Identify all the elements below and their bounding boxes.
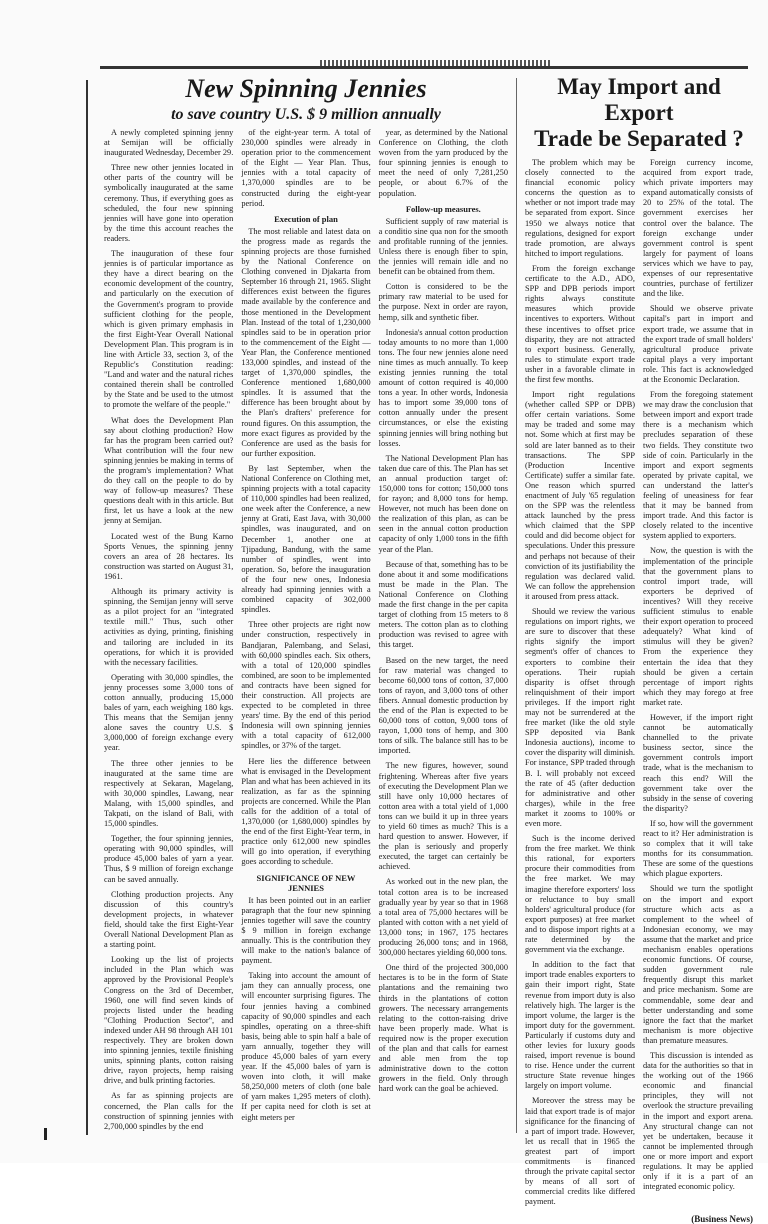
paragraph: Although its primary activity is spinning, the Semijan jenny will serve as a pilot project for an "integrated textile mill." Thus, such other activities as dying, printing, finishing and tailoring are included in its operations, for which it is provided with the necessary facilities. xyxy=(104,587,234,667)
paragraph: It has been pointed out in an earlier paragraph that the four new spinning jennies together will save the country $ 9 million in foreign exchange annually. This is the contribution they will make to the nation's balance of payment. xyxy=(241,895,371,966)
section-heading: SIGNIFICANCE OF NEW JENNIES xyxy=(256,872,356,893)
paragraph: Three new other jennies located in other parts of the country will be symbolically inaugurated at the same ceremony. Thus, if everything goes as scheduled, the four new spinning jennies will have gone into operation by the time this account reaches the readers. xyxy=(104,163,234,243)
paragraph: Together, the four spinning jennies, operating with 90,000 spindles, will produce 45,000 bales of yarn a year. Thus, $ 9 million of foreign exchange can be saved annually. xyxy=(104,834,234,884)
paragraph: What does the Development Plan say about clothing production? How far has the program been carried out? What contribution will the four new spinning jennies be making in terms of the program's implementation? What do they call on the people to do by way of follow-up measures? These questions dealt with in this article. But first, let us have a look at the new jenny at Semijan. xyxy=(104,415,234,526)
paragraph: The inauguration of these four jennies is of particular importance as they have a direct bearing on the economic development of the country, and particularly on the execution of the Government's program to provide sufficient clothing for the people, which is given primary emphasis in the first Eight-Year Overall National Development Plan. This program is in line with Article 33, section 3, of the Republic's Constitution reading: "Land and water and the natural riches contained therein shall be controlled by the State and be used to the utmost to promote the welfare of the people." xyxy=(104,249,234,410)
paragraph: By last September, when the National Conference on Clothing met, spinning projects with a total capacity of 110,000 spindles had been realized, one week after the Conference, a new jenny at Grati, East Java, with 30,000 spindles, was inaugurated, and on December 1, another one at Tjipadung, Bandung, with the same number of spindles, went into operation. So, before the inauguration of the four new ones, Indonesia already had spinning jennies with a combined capacity of 302,000 spindles. xyxy=(241,463,371,615)
paragraph: Located west of the Bung Karno Sports Venues, the spinning jenny covers an area of 28 hectares. Its construction was started on August 31, 1961. xyxy=(104,531,234,581)
paragraph: Now, the question is with the implementation of the principle that the government plans to control import trade, will exporters be deprived of incentives? Will they receive sufficient stimulus to enable their export operation to proceed adequately? What kind of stimulus will they be given? From the experience they entertain the idea that they should be given a certain percentage of import rights which they may forego at free market rate. xyxy=(643,546,753,707)
paragraph: Should we observe private capital's part in import and export trade, we assume that in the export trade of small holders' agricultural produce private capital plays a very important role. This fact is acknowledged at the Economic Declaration. xyxy=(643,304,753,384)
paragraph: If so, how will the government react to it? Her administration is so complex that it will take months for its consummation. These are some of the questions which plague exporters. xyxy=(643,818,753,879)
article-columns xyxy=(104,128,508,1137)
paragraph: From the foregoing statement we may draw the conclusion that between import and export trade there is a mechanism which precludes separation of these two fields. They constitute two side of coin. Particularly in the import and export segments operated by private capital, we can understand the latter's feeling of uneasiness for fear that it may be banned from import trade. And this factor is closely related to the incentive system applied to exporters. xyxy=(643,390,753,541)
paragraph: Looking up the list of projects included in the Plan which was approved by the Provisional People's Congress on the 3rd of December, 1960, one will find seven kinds of projects listed under the heading "Clothing Production Sector", and indexed under AH 98 through AH 101 respectively. They are broken down into spinning jennies, textile finishing units, spinning plants, cotton raising drive, rayon projects, hemp raising drive, and bulk printing factories. xyxy=(104,955,234,1086)
source-credit: (Business News) xyxy=(691,1214,753,1224)
paragraph: Such is the income derived from the free market. We think this rational, for exporters procure their commodities from the free market. We may imagine therefore exporters' loss or reluctance to buy small holders' agricultural produce (for export purposes) at free market and to dispose import rights at a rate determined by the government via the exchange. xyxy=(525,834,635,955)
paragraph: Because of that, something has to be done about it and some modifications must be made in the Plan. The National Conference on Clothing made the first change in the per capita target of clothing from 15 meters to 8 meters. The cotton plan as to clothing production was revised to agree with this target. xyxy=(378,559,508,650)
paragraph: Should we turn the spotlight on the import and export structure which acts as a complement to the wheel of Indonesian economy, we may assume that the market and price mechanism enables operations economic functions. Of course, sudden government rule frequently disrupt this market and price mechanism. Some are commendable, some dear and better understanding and some ignore the fact that the market mechanism is more objective than premature measures. xyxy=(643,884,753,1045)
paragraph: As worked out in the new plan, the total cotton area is to be increased gradually year by year so that in 1968 a total area of 75,000 hectares will be planted with cotton with a net yield of 13,000 tons; in 1967, 175 hectares producing 26,000 tons; and in 1968, 300,000 hectares yielding 60,000 tons. xyxy=(378,877,508,958)
column-2 xyxy=(241,128,370,1137)
paragraph: The three other jennies to be inaugurated at the same time are respectively at Sekaran, Magelang, with 30,000 spindles, Lawang, near Malang, with 15,000 spindles, and Takpati, on the island of Bali, with 15,000 spindles. xyxy=(104,758,234,829)
column-3 xyxy=(379,128,508,1137)
paragraph: A newly completed spinning jenny at Semijan will be officially inaugurated Wednesday, December 29. xyxy=(104,128,234,158)
paragraph: Based on the new target, the need for raw material was changed to become 60,000 tons of cotton, 37,000 tons of rayon, and 3,000 tons of other fibers. Annual domestic production by the end of the Plan is expected to be 60,000 tons of cotton, 9,000 tons of rayon, 1,000 tons of hemp, and 300 tons of silk. The balance still has to be imported. xyxy=(378,655,508,756)
paragraph: Cotton is considered to be the primary raw material to be used for the purpose. Next in order are rayon, hemp, silk and synthetic fiber. xyxy=(378,282,508,322)
paragraph: As far as spinning projects are concerned, the Plan calls for the construction of spinning jennies with 2,700,000 spindles by the end xyxy=(104,1091,234,1131)
headline-import-export-line2: Trade be Separated ? xyxy=(534,126,744,151)
paragraph: Clothing production projects. Any discussion of this country's development projects, in whatever field, should take the first Eight-Year Overall National Development Plan as a starting point. xyxy=(104,889,234,950)
article-import-export xyxy=(525,74,753,1224)
paragraph: Sufficient supply of raw material is a conditio sine qua non for the smooth and profitable running of the jennies. Unless there is enough fiber to spin, the jennies will remain idle and no benefit can be obtained from them. xyxy=(378,216,508,277)
paragraph: of the eight-year term. A total of 230,000 spindles were already in operation prior to the commencement of the Eight — Year Plan. Thus, jennies with a total capacity of 1,370,000 spindles are to be constructed during the eight-year period. xyxy=(241,128,371,208)
paragraph: However, if the import right cannot be automatically channelled to the private business sector, since the government controls import trade, what is the mechanism to reach this end? Will the government take over the subsidy in the sense of covering the disparity? xyxy=(643,712,753,813)
paragraph: The most reliable and latest data on the progress made as regards the spinning projects are those furnished by the National Conference on Clothing convened in Djakarta from September 16 through 21, 1965. Slight differences exist between the figures made available by the conference and those mentioned in the Development Plan. Instead of the total of 1,230,000 spindles said to be in operation prior to the commencement of the Eight — Year Plan, the Conference mentioned 133,000 spindles, and instead of the target of 1,370,000 spindles, the Conference mentioned 1,680,000 spindles. It is assumed that the difference has been brought about by the Plan's drafters' preference for round figures. On this assumption, the more exact figures as provided by the Conference are used as the basis for our further exposition. xyxy=(241,226,371,458)
page-marker xyxy=(44,1128,47,1140)
column-1 xyxy=(525,158,635,1212)
article-spinning-jennies xyxy=(104,74,508,1144)
section-heading: Execution of plan xyxy=(274,213,338,224)
paragraph: Three other projects are right now under construction, respectively in Bandjaran, Palembang, and Selasi, with 60,000 spindles each. Six others, with a total of 120,000 spindles combined, are soon to be implemented and contracts have been signed for their construction. All projects are expected to be completed in three years' time. By the end of this period Indonesia will own spinning jennies with a total capacity of 612,000 spindles, or 37% of the target. xyxy=(241,620,371,751)
paragraph: The National Development Plan has taken due care of this. The Plan has set an annual production target of: 150,000 tons for cotton; 150,000 tons for rayon; and 8,000 tons for hemp. However, not much has been done on the realization of this plan, as can be seen in the annual cotton production capacity of only 1,000 tons in the fifth year of the Plan. xyxy=(378,453,508,554)
paragraph: This discussion is intended as data for the authorities so that in the working out of the 1966 economic and financial principles, they will not overlook the structure prevailing in the import and export arena. Any structural change can not yet be undertaken, because it cannot be implemented through one or more import and export regulations. It may be applied only if it is a part of an integrated economic policy. xyxy=(643,1050,753,1192)
column-1 xyxy=(104,128,233,1137)
column-divider xyxy=(516,78,517,1133)
article-columns xyxy=(525,158,753,1212)
paragraph: Here lies the difference between what is envisaged in the Development Plan and what has been achieved in its realization, as far as the spinning projects are concerned. While the Plan calls for the addition of a total of 1,370,000 (or 1,680,000) spindles by the end of the first Eight-Year term, in practice only 612,000 new spindles will go into operation, if everything goes according to schedule. xyxy=(241,756,371,867)
subhead-spinning-jennies: to save country U.S. $ 9 million annually xyxy=(171,106,441,123)
paragraph: Operating with 30,000 spindles, the jenny processes some 3,000 tons of cotton annually, producing 15,000 bales of yarn, each weighing 180 kgs. This means that the Semijan jenny alone saves the country U.S. $ 3,000,000 of foreign exchange every year. xyxy=(104,672,234,753)
paragraph: From the foreign exchange certificate to the A.D., ADO, SPP and DPB periods import rights always constitute measures which provide incentives to exporters. Without these incentives to offset price disparity, they are not attracted to export business. Generally, rules to stimulate export trade usher in a favorable climate in the first few months. xyxy=(525,263,635,384)
section-heading: Follow-up measures. xyxy=(405,203,481,214)
headline-spinning-jennies: New Spinning Jennies xyxy=(185,74,427,103)
paragraph: The new figures, however, sound frightening. Whereas after five years of executing the Development Plan we still have only 10,000 hectares of cotton area with a total yield of 1,000 tons can we build it up in three years to yield 60 times as much? This is a hard question to answer. However, if the plan is seriously and properly executed, the target can certainly be achieved. xyxy=(378,761,508,872)
paragraph: Foreign currency income, acquired from export trade, which private importers may expand automatically consists of 20 to 25% of the total. The government exercises her control over the balance. The foreign exchange under government control is spent largely for payment of loans services which we have to pay, expenses of our representative countries, purchase of fertilizer and the like. xyxy=(643,158,753,299)
paragraph: One third of the projected 300,000 hectares is to be in the form of State plantations and the remaining two thirds in the plantations of cotton growers. The necessary arrangements relating to the cotton-raising drive have been properly made. What is required now is the proper execution of the plan and that calls for earnest and able men from the top administrative down to the cotton growers in the field. Only through hard work can the goal be achieved. xyxy=(378,963,508,1094)
left-margin-rule xyxy=(86,80,88,1135)
paragraph: In addition to the fact that import trade enables exporters to gain their import right, State revenue from import duty is also relatively high. The larger is the import volume, the larger is the import duty for the government. Particularly if customs duty and other levies for luxury goods raised, import revenue is bound to rise. Hence under the current structure State revenue hinges largely on import volume. xyxy=(525,960,635,1091)
headline-import-export-line1: May Import and Export xyxy=(557,74,721,125)
paragraph: year, as determined by the National Conference on Clothing, the cloth woven from the yarn produced by the four spinning jennies is enough to meet the need of only 7,281,250 people, or about 6.7% of the population. xyxy=(378,128,508,198)
paragraph: Indonesia's annual cotton production today amounts to no more than 1,000 tons. The four new jennies alone need nine times as much annually. To keep existing jennies running the total amount of cotton required is 40,000 tons a year. In other words, Indonesia has to import some 39,000 tons of cotton annually under the present circumstances, or else the existing spinning jennies will bring nothing but losses. xyxy=(378,327,508,448)
paragraph: Moreover the stress may be laid that export trade is of major significance for the financing of a part of import trade. However, let us recall that in 1965 the greatest part of import commitments is financed through the private capital sector by means of all sort of commercial credits like differed payment. xyxy=(525,1096,635,1207)
paragraph: Taking into account the amount of jam they can annually process, one will encounter surprising figures. The four jennies having a combined capacity of 90,000 spindles and each spindles, operating on a three-shift basis, being able to spin half a bale of yarn annually, together they will produce 45,000 bales of yarn every year. If the 45,000 bales of yarn is woven into cloth, it will make 58,250,000 meters of cloth (one bale of yarn makes 1,295 meters of cloth). If per capita need for cloth is set at eight meters per xyxy=(241,971,371,1122)
paragraph: Should we review the various regulations on import rights, we are sure to discover that these rights signify the import segment's offer of chances to exporters to combine their operations. Their rupiah disparity is offset through relinquishment of their import privileges. If the import right may not be surrendered at the free market (like the old style SPP deposited via Bank Indonesia auctions), income to cover the disparity will diminish. For instance, SPP traded through B. I. will probably not exceed the rate of 45 (after deduction for administrative and other charges), while in the free market it zooms to 100% or even more. xyxy=(525,607,635,828)
paragraph: Import right regulations (whether called SPP or DPB) offer certain variations. Some may be traded and some may not. Some which at first may be sold are later banned as to their transactions. The SPP (Production Incentive Certificate) suffer a similar fate. One reason which spurred enactment of July '65 regulation on the SPP was the relentless attack launched by the press which claimed that the SPP could and did become object for speculations. Under this pressure and perhaps not because of their conviction of its justifiability the regulation was declared valid. We can follow the apprehension it aroused from press attack. xyxy=(525,390,635,601)
top-rule xyxy=(100,66,748,69)
column-2 xyxy=(643,158,753,1212)
paragraph: The problem which may be closely connected to the financial economic policy concerns the question as to whether or not import trade may be separated from export. Since 1950 we always notice that regulations, designed for export trade promotion, are always hitched to import regulations. xyxy=(525,158,635,258)
